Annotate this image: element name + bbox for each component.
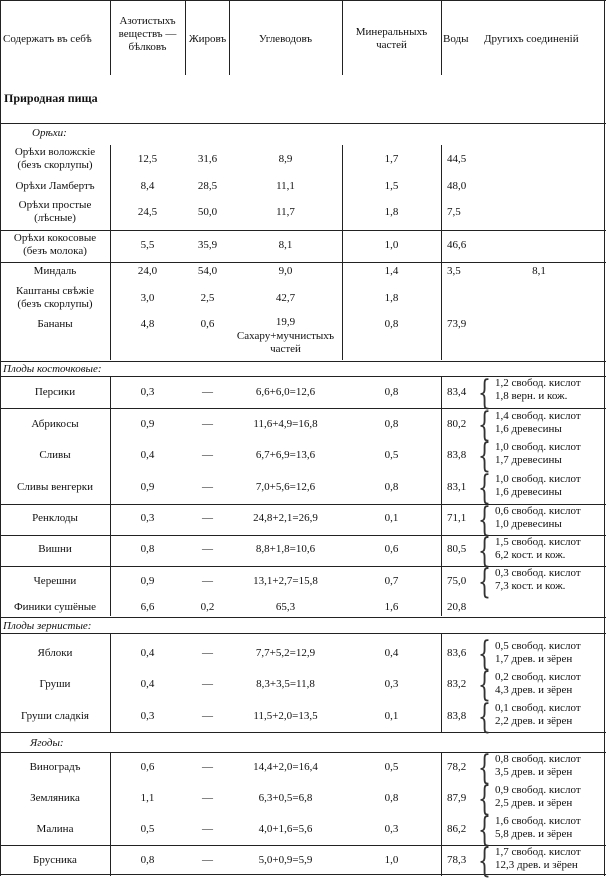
row-name: Виноградъ (29, 761, 81, 773)
header-water: Воды (443, 33, 469, 45)
cell-protein: 0,8 (140, 543, 155, 555)
cell-mineral: 1,5 (384, 180, 399, 192)
cell-other: 0,8 свобод. кислот 3,5 древ. и зёрен (495, 753, 581, 778)
row-rule (0, 617, 606, 618)
row-rule (0, 633, 606, 634)
cell-fat: — (202, 543, 213, 555)
row-rule (0, 732, 606, 733)
cell-water: 83,1 (447, 481, 467, 493)
cell-fat: 2,5 (200, 292, 215, 304)
cell-other: 1,0 свобод. кислот 1,7 древесины (495, 441, 581, 466)
cell-protein: 0,9 (140, 575, 155, 587)
cell-fat: 35,9 (197, 239, 218, 251)
cell-protein: 0,6 (140, 761, 155, 773)
cell-water: 80,2 (447, 418, 467, 430)
cell-carbs: 6,7+6,9=13,6 (255, 449, 316, 461)
cell-water: 7,5 (447, 206, 461, 218)
col-divider (441, 0, 442, 75)
cell-mineral: 1,8 (384, 292, 399, 304)
row-rule (0, 230, 606, 231)
cell-fat: — (202, 418, 213, 430)
row-name: Орѣхи Ламбертъ (15, 180, 95, 192)
cell-mineral: 1,7 (384, 153, 399, 165)
brace-icon: { (478, 562, 491, 602)
cell-water: 44,5 (447, 153, 467, 165)
cell-mineral: 1,8 (384, 206, 399, 218)
cell-water: 75,0 (447, 575, 467, 587)
cell-protein: 3,0 (140, 292, 155, 304)
cell-protein: 0,3 (140, 710, 155, 722)
cell-fat: — (202, 678, 213, 690)
brace-icon: { (478, 665, 491, 705)
cell-water: 78,3 (447, 854, 467, 866)
row-name: Черешни (33, 575, 77, 587)
cell-fat: — (202, 512, 213, 524)
cell-carbs: 7,0+5,6=12,6 (255, 481, 316, 493)
cell-protein: 24,0 (137, 265, 158, 277)
cell-fat: — (202, 481, 213, 493)
cell-fat: — (202, 823, 213, 835)
cell-other: 1,2 свобод. кислот 1,8 верн. и кож. (495, 377, 581, 402)
cell-fat: 54,0 (197, 265, 218, 277)
cell-carbs: 5,0+0,9=5,9 (258, 854, 313, 866)
cell-water: 3,5 (447, 265, 461, 277)
row-name: Персики (34, 386, 76, 398)
cell-mineral: 0,5 (384, 761, 399, 773)
cell-fat: 0,2 (200, 601, 215, 613)
row-name: Яблоки (37, 647, 73, 659)
brace-icon: { (478, 500, 491, 540)
cell-fat: — (202, 761, 213, 773)
cell-water: 83,8 (447, 449, 467, 461)
cell-carbs: 8,1 (278, 239, 293, 251)
cell-other: 0,5 свобод. кислот 1,7 древ. и зёрен (495, 640, 581, 665)
cell-protein: 5,5 (140, 239, 155, 251)
cell-carbs: 19,9 (275, 316, 296, 328)
brace-icon: { (478, 748, 491, 788)
cell-mineral: 1,0 (384, 854, 399, 866)
cell-fat: 31,6 (197, 153, 218, 165)
cell-other: 0,2 свобод. кислот 4,3 древ. и зёрен (495, 671, 581, 696)
row-name: Брусника (33, 854, 77, 866)
cell-mineral: 0,1 (384, 710, 399, 722)
cell-carbs: 42,7 (275, 292, 296, 304)
cell-carbs: 8,9 (278, 153, 293, 165)
cell-carbs: 11,5+2,0=13,5 (253, 710, 318, 722)
cell-mineral: 0,3 (384, 678, 399, 690)
cell-protein: 0,5 (140, 823, 155, 835)
cell-water: 71,1 (447, 512, 467, 524)
cell-mineral: 1,4 (384, 265, 399, 277)
brace-icon: { (478, 468, 491, 508)
cell-fat: — (202, 792, 213, 804)
cell-water: 20,8 (447, 601, 467, 613)
row-name: Орѣхи простые (лѣсные) (18, 199, 92, 224)
cell-water: 86,2 (447, 823, 467, 835)
cell-fat: — (202, 449, 213, 461)
col-divider (441, 145, 442, 360)
cell-mineral: 1,0 (384, 239, 399, 251)
cell-protein: 24,5 (137, 206, 158, 218)
sugar-note: Сахару+мучнистыхъ частей (236, 330, 335, 355)
cell-carbs: 24,8+2,1=26,9 (253, 512, 318, 524)
cell-mineral: 0,8 (384, 481, 399, 493)
cell-mineral: 0,8 (384, 318, 399, 330)
header-other: Другихъ соединеній (484, 33, 579, 45)
cell-mineral: 0,7 (384, 575, 399, 587)
cell-mineral: 0,8 (384, 792, 399, 804)
brace-icon: { (478, 779, 491, 819)
cell-protein: 8,4 (140, 180, 155, 192)
cell-protein: 0,3 (140, 386, 155, 398)
cell-carbs: 11,1 (276, 180, 295, 192)
row-name: Вишни (38, 543, 72, 555)
brace-icon: { (478, 373, 491, 413)
cell-fat: 28,5 (197, 180, 218, 192)
cell-fat: — (202, 386, 213, 398)
cell-other: 0,3 свобод. кислот 7,3 кост. и кож. (495, 567, 581, 592)
row-name: Финики сушёные (13, 601, 97, 613)
cell-other: 8,1 (532, 265, 546, 277)
table-border-bottom (0, 874, 606, 875)
row-name: Абрикосы (31, 418, 79, 430)
cell-water: 83,2 (447, 678, 467, 690)
col-divider (441, 634, 442, 732)
row-name: Малина (36, 823, 74, 835)
row-name: Ренклоды (32, 512, 78, 524)
cell-mineral: 0,3 (384, 823, 399, 835)
row-rule (0, 123, 606, 124)
cell-mineral: 0,8 (384, 418, 399, 430)
col-divider (441, 376, 442, 616)
cell-carbs: 13,1+2,7=15,8 (253, 575, 318, 587)
cell-protein: 1,1 (140, 792, 155, 804)
row-name: Орѣхи воложскіе (безъ скорлупы) (14, 146, 96, 171)
table-border-top (0, 0, 606, 1)
cell-protein: 0,8 (140, 854, 155, 866)
table-border-left (0, 0, 1, 876)
cell-fat: 0,6 (200, 318, 215, 330)
cell-water: 87,9 (447, 792, 467, 804)
cell-protein: 0,4 (140, 449, 155, 461)
cell-mineral: 0,1 (384, 512, 399, 524)
brace-icon: { (478, 697, 491, 737)
cell-carbs: 8,8+1,8=10,6 (255, 543, 316, 555)
brace-icon: { (478, 841, 491, 881)
cell-carbs: 6,6+6,0=12,6 (255, 386, 316, 398)
cell-mineral: 1,6 (384, 601, 399, 613)
cell-mineral: 0,8 (384, 386, 399, 398)
brace-icon: { (478, 405, 491, 445)
cell-fat: — (202, 854, 213, 866)
cell-fat: — (202, 710, 213, 722)
row-name: Груши (39, 678, 71, 690)
cell-other: 0,9 свобод. кислот 2,5 древ. и зёрен (495, 784, 581, 809)
cell-water: 73,9 (447, 318, 467, 330)
cell-protein: 0,4 (140, 647, 155, 659)
row-rule (0, 408, 606, 409)
header-fat: Жировъ (188, 33, 227, 45)
row-name: Каштаны свѣжіе (безъ скорлупы) (16, 285, 94, 310)
cell-water: 46,6 (447, 239, 467, 251)
cell-water: 78,2 (447, 761, 467, 773)
cell-other: 1,0 свобод. кислот 1,6 древесины (495, 473, 581, 498)
row-name: Земляника (30, 792, 80, 804)
cell-carbs: 11,6+4,9=16,8 (253, 418, 318, 430)
cell-water: 48,0 (447, 180, 467, 192)
cell-fat: — (202, 647, 213, 659)
cell-mineral: 0,4 (384, 647, 399, 659)
cell-water: 80,5 (447, 543, 467, 555)
cell-other: 1,6 свобод. кислот 5,8 древ. и зёрен (495, 815, 581, 840)
row-name: Бананы (37, 318, 73, 330)
cell-protein: 0,4 (140, 678, 155, 690)
cell-carbs: 65,3 (275, 601, 296, 613)
pome-fruits-label: Плоды зернистые: (3, 620, 92, 632)
table-border-right (604, 0, 605, 876)
cell-protein: 0,9 (140, 418, 155, 430)
cell-carbs: 14,4+2,0=16,4 (253, 761, 318, 773)
cell-other: 0,6 свобод. кислот 1,0 древесины (495, 505, 581, 530)
brace-icon: { (478, 531, 491, 571)
row-rule (0, 361, 606, 362)
berries-label: Ягоды: (30, 737, 64, 749)
nuts-label: Орѣхи: (32, 127, 67, 139)
cell-fat: — (202, 575, 213, 587)
cell-mineral: 0,5 (384, 449, 399, 461)
cell-carbs: 4,0+1,6=5,6 (258, 823, 313, 835)
cell-carbs: 8,3+3,5=11,8 (256, 678, 315, 690)
cell-protein: 12,5 (137, 153, 158, 165)
row-name: Груши сладкія (21, 710, 89, 722)
cell-protein: 0,3 (140, 512, 155, 524)
brace-icon: { (478, 810, 491, 850)
brace-icon: { (478, 436, 491, 476)
row-rule (0, 262, 606, 263)
cell-carbs: 6,3+0,5=6,8 (258, 792, 313, 804)
cell-water: 83,8 (447, 710, 467, 722)
stone-fruits-label: Плоды косточковые: (3, 363, 102, 375)
cell-fat: 50,0 (197, 206, 218, 218)
cell-protein: 0,9 (140, 481, 155, 493)
row-name: Сливы (39, 449, 71, 461)
brace-icon: { (478, 634, 491, 674)
header-carbs: Углеводовъ (258, 33, 313, 45)
header-mineral: Минеральныхъ частей (355, 26, 428, 51)
cell-other: 0,1 свобод. кислот 2,2 древ. и зёрен (495, 702, 581, 727)
cell-carbs: 7,7+5,2=12,9 (255, 647, 316, 659)
cell-water: 83,6 (447, 647, 467, 659)
cell-other: 1,4 свобод. кислот 1,6 древесины (495, 410, 581, 435)
row-name: Сливы венгерки (17, 481, 93, 493)
row-name: Орѣхи кокосовые (безъ молока) (13, 232, 97, 257)
header-contains: Содержатъ въ себѣ (3, 33, 92, 45)
section-main-title: Природная пища (4, 91, 98, 105)
cell-carbs: 9,0 (278, 265, 293, 277)
cell-protein: 4,8 (140, 318, 155, 330)
row-name: Миндаль (33, 265, 77, 277)
cell-other: 1,5 свобод. кислот 6,2 кост. и кож. (495, 536, 581, 561)
col-divider (441, 752, 442, 876)
cell-protein: 6,6 (140, 601, 155, 613)
cell-carbs: 11,7 (276, 206, 295, 218)
cell-water: 83,4 (447, 386, 467, 398)
header-protein: Азотистыхъ веществъ — бѣлковъ (118, 15, 177, 53)
cell-mineral: 0,6 (384, 543, 399, 555)
cell-other: 1,7 свобод. кислот 12,3 древ. и зёрен (495, 846, 581, 871)
